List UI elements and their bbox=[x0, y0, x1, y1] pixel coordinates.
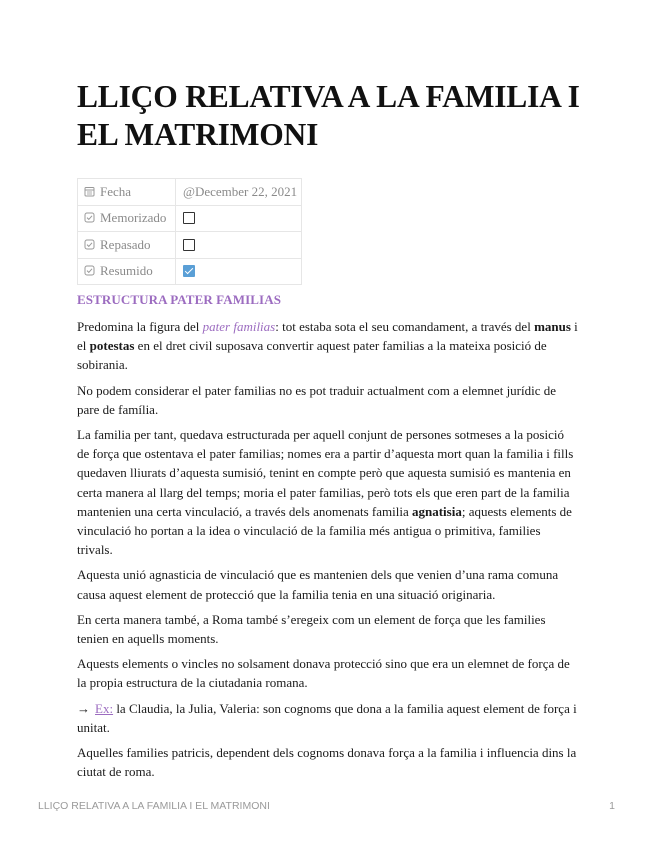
paragraph: → Ex: la Claudia, la Julia, Valeria: son cognoms que dona a la familia aquest element de força i unitat. bbox=[77, 700, 577, 735]
document-body bbox=[77, 317, 579, 787]
example-link[interactable]: Ex: bbox=[95, 700, 114, 716]
repasado-checkbox[interactable] bbox=[183, 239, 195, 251]
property-label: Resumido bbox=[100, 263, 153, 279]
bold-term: potestas bbox=[89, 338, 135, 354]
paragraph: Predomina la figura del pater familias: tot estaba sota el seu comandament, a través del manus i el potestas en el dret civil suposava convertir aquest pater familias a la mateixa posició de sobirania. bbox=[77, 319, 578, 373]
pater-familias-term: pater familias bbox=[202, 319, 276, 334]
property-row-resumido bbox=[78, 258, 302, 285]
property-label: Fecha bbox=[100, 183, 132, 199]
paragraph: La familia per tant, quedava estructurada per aquell conjunt de persones sotmeses a la posició de força que ostentava el pater familias; nomes era a partir d’aquesta mort quan la familia i fills quedaven lliurats d’aquesta sumisió, tenint en compte però que aquesta sumisió es mantenia en certa manera al llarg del temps; moria el pater familias, però tots els que eren part de la familia mantenien una certa vinculació, a través dels anomenats familia agnatisia; aquests elements de vinculació ho portan a la idea o vinculació de la familia més antigua o primitiva, families trivals. bbox=[77, 427, 574, 558]
date-value[interactable]: @December 22, 2021 bbox=[176, 179, 302, 206]
paragraph: Aquelles families patricis, dependent dels cognoms donava força a la familia i influencia dins la ciutat de roma. bbox=[77, 745, 577, 780]
section-heading: ESTRUCTURA PATER FAMILIAS bbox=[77, 292, 282, 307]
property-label: Memorizado bbox=[100, 210, 167, 226]
paragraph: No podem considerar el pater familias no es pot traduir actualment com a elemnet jurídic de pare de família. bbox=[77, 382, 557, 417]
checkbox-property-icon bbox=[84, 238, 95, 249]
paragraph: Aquests elements o vincles no solsament donava protecció sino que era un elemnet de força de la propia estructura de la ciutadania romana. bbox=[77, 656, 570, 691]
page-number: 1 bbox=[609, 800, 615, 812]
checkbox-property-icon bbox=[84, 264, 95, 275]
memorizado-checkbox[interactable] bbox=[183, 212, 195, 224]
paragraph: Aquesta unió agnasticia de vinculació que es mantenien dels que venien d’una rama comuna causa aquest element de protecció que la familia tenia en una situació originaria. bbox=[77, 567, 559, 602]
property-row-memorizado bbox=[78, 205, 302, 232]
calendar-icon bbox=[84, 185, 95, 196]
paragraph: En certa manera també, a Roma també s’eregeix com un element de força que les families tenien en aquells moments. bbox=[77, 611, 546, 647]
checkbox-property-icon bbox=[84, 211, 95, 222]
properties-table bbox=[77, 178, 302, 285]
property-row-repasado bbox=[78, 232, 302, 259]
page-title: LLIÇO RELATIVA A LA FAMILIA I EL MATRIMONI bbox=[77, 79, 580, 152]
bold-term: agnatisia bbox=[411, 503, 462, 519]
property-row-fecha bbox=[78, 179, 302, 206]
arrow-right-icon: → bbox=[77, 700, 90, 716]
bold-term: manus bbox=[534, 319, 571, 334]
footer-title: LLIÇO RELATIVA A LA FAMILIA I EL MATRIMONI bbox=[38, 800, 270, 812]
resumido-checkbox-checked[interactable] bbox=[183, 265, 195, 277]
property-label: Repasado bbox=[100, 236, 151, 252]
